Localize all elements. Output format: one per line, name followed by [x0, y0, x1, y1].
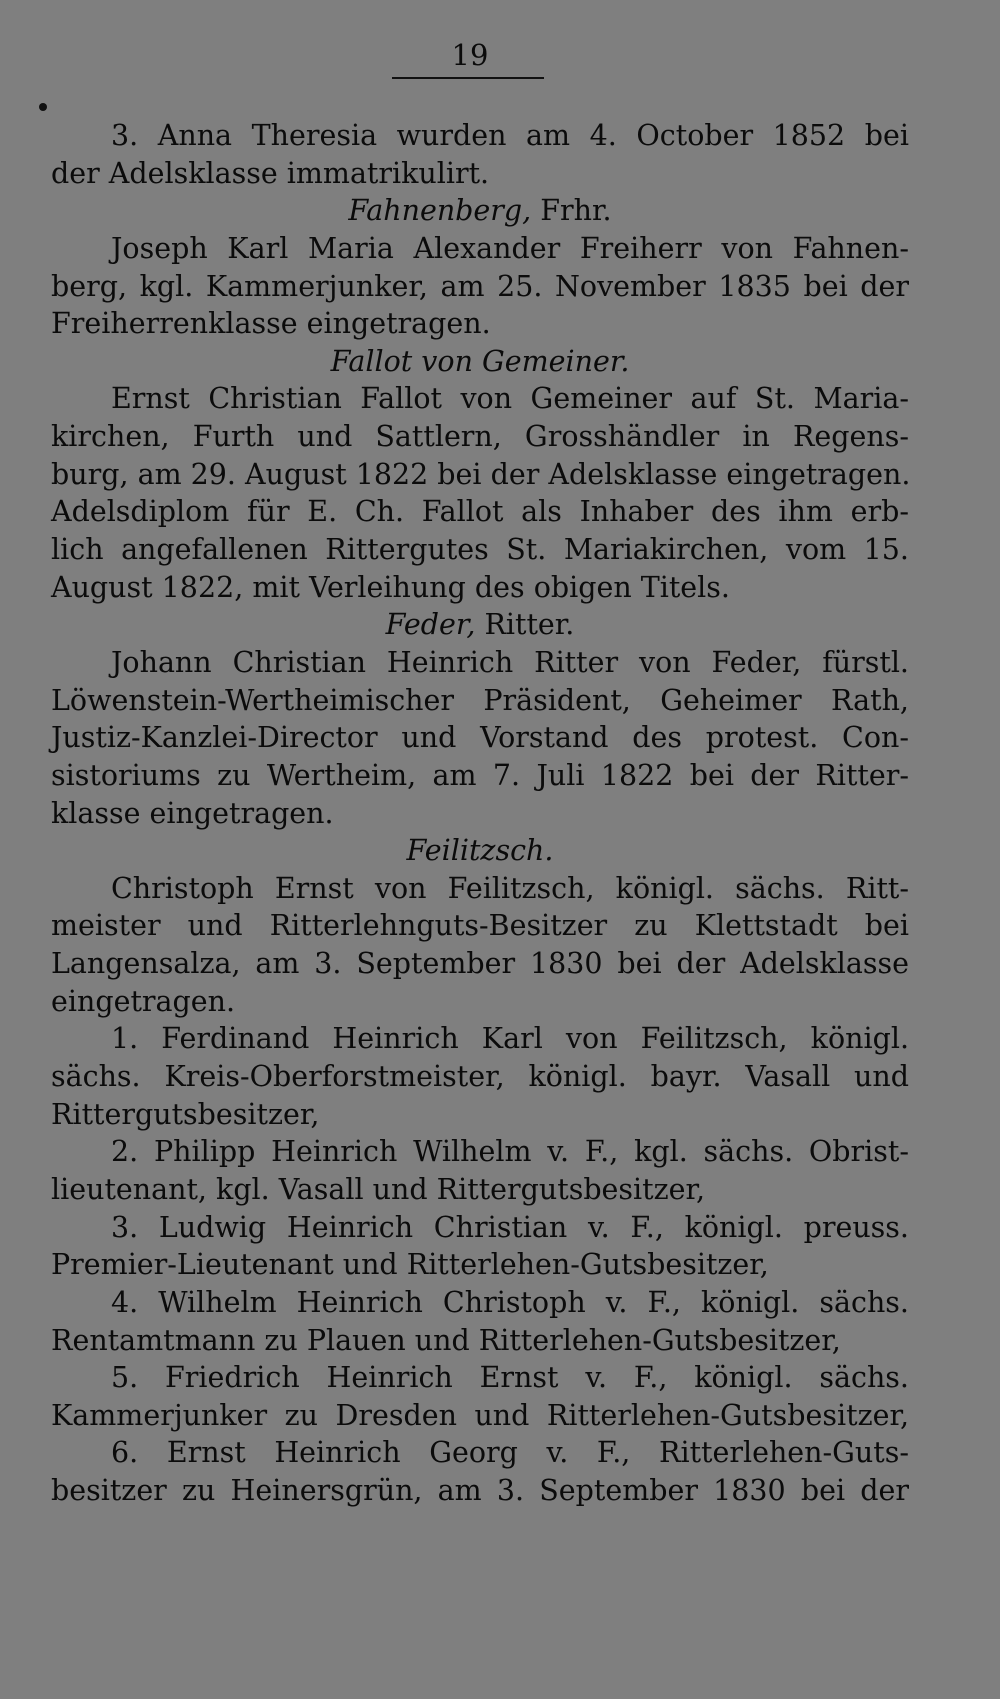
- text-line: [51, 1246, 909, 1284]
- body-text: [51, 117, 909, 1510]
- line-text: lich angefallenen Rittergutes St. Mariakirchen, vom 15.: [51, 533, 909, 567]
- line-text: August 1822, mit Verleihung des obigen Titels.: [51, 570, 730, 604]
- line-text: Fahnenberg,: [348, 194, 532, 228]
- line-text: Fallot von Gemeiner.: [330, 344, 630, 378]
- line-text: Johann Christian Heinrich Ritter von Feder, fürstl.: [111, 645, 909, 679]
- margin-dot: [39, 103, 47, 111]
- section-heading: [51, 832, 909, 870]
- text-line: [51, 1284, 909, 1322]
- header-rule: [392, 77, 544, 79]
- line-text: Christoph Ernst von Feilitzsch, königl. sächs. Ritt-: [111, 871, 909, 905]
- line-text: 4. Wilhelm Heinrich Christoph v. F., königl. sächs.: [111, 1285, 909, 1319]
- line-text: burg, am 29. August 1822 bei der Adelsklasse eingetragen.: [51, 457, 911, 491]
- line-text: sächs. Kreis-Oberforstmeister, königl. bayr. Vasall und: [51, 1060, 909, 1094]
- line-text: berg, kgl. Kammerjunker, am 25. November 1835 bei der: [51, 269, 909, 303]
- line-text: kirchen, Furth und Sattlern, Grosshändler in Regens-: [51, 420, 909, 454]
- line-text: eingetragen.: [51, 984, 236, 1018]
- text-line: [51, 1058, 909, 1096]
- text-line: [51, 1133, 909, 1171]
- text-line: [51, 870, 909, 908]
- line-text: Kammerjunker zu Dresden und Ritterlehen-Gutsbesitzer,: [51, 1398, 909, 1432]
- text-line: [51, 644, 909, 682]
- line-text: Adelsdiplom für E. Ch. Fallot als Inhaber des ihm erb-: [51, 495, 909, 529]
- text-line: [51, 1397, 909, 1435]
- line-text: sistoriums zu Wertheim, am 7. Juli 1822 bei der Ritter-: [51, 758, 909, 792]
- text-line: [51, 1171, 909, 1209]
- line-text: meister und Ritterlehnguts-Besitzer zu Klettstadt bei: [51, 909, 909, 943]
- text-line: [51, 945, 909, 983]
- text-line: [51, 418, 909, 456]
- text-line: [51, 1096, 909, 1134]
- line-text: 2. Philipp Heinrich Wilhelm v. F., kgl. sächs. Obrist-: [111, 1135, 909, 1169]
- text-line: [51, 757, 909, 795]
- section-heading: [51, 343, 909, 381]
- line-text: Justiz-Kanzlei-Director und Vorstand des protest. Con-: [51, 721, 909, 755]
- text-line: [51, 1209, 909, 1247]
- line-text: Ernst Christian Fallot von Gemeiner auf St. Maria-: [111, 382, 909, 416]
- line-text: lieutenant, kgl. Vasall und Rittergutsbesitzer,: [51, 1172, 706, 1206]
- text-line: [51, 380, 909, 418]
- line-text: 1. Ferdinand Heinrich Karl von Feilitzsch, königl.: [111, 1022, 909, 1056]
- text-line: [51, 1359, 909, 1397]
- text-line: [51, 117, 909, 155]
- text-line: [51, 1434, 909, 1472]
- text-line: [51, 569, 909, 607]
- text-line: [51, 531, 909, 569]
- line-text: besitzer zu Heinersgrün, am 3. September 1830 bei der: [51, 1474, 909, 1508]
- line-text: klasse eingetragen.: [51, 796, 334, 830]
- line-text: der Adelsklasse immatrikulirt.: [51, 156, 490, 190]
- section-heading: [51, 192, 909, 230]
- text-line: [51, 1020, 909, 1058]
- text-line: [51, 230, 909, 268]
- line-text: 5. Friedrich Heinrich Ernst v. F., königl. sächs.: [111, 1361, 909, 1395]
- line-text: Feder,: [385, 608, 476, 642]
- text-line: [51, 493, 909, 531]
- text-line: [51, 983, 909, 1021]
- heading-title-suffix: Ritter.: [475, 608, 575, 642]
- text-line: [51, 305, 909, 343]
- text-line: [51, 268, 909, 306]
- heading-title-suffix: Frhr.: [531, 194, 612, 228]
- line-text: Premier-Lieutenant und Ritterlehen-Gutsbesitzer,: [51, 1248, 769, 1282]
- line-text: 3. Ludwig Heinrich Christian v. F., königl. preuss.: [111, 1210, 909, 1244]
- line-text: 6. Ernst Heinrich Georg v. F., Ritterlehen-Guts-: [111, 1436, 909, 1470]
- line-text: Freiherrenklasse eingetragen.: [51, 307, 491, 341]
- section-heading: [51, 606, 909, 644]
- text-line: [51, 719, 909, 757]
- line-text: Löwenstein-Wertheimischer Präsident, Geheimer Rath,: [51, 683, 909, 717]
- text-line: [51, 1472, 909, 1510]
- text-line: [51, 795, 909, 833]
- line-text: Rittergutsbesitzer,: [51, 1097, 320, 1131]
- line-text: Rentamtmann zu Plauen und Ritterlehen-Gutsbesitzer,: [51, 1323, 841, 1357]
- text-line: [51, 1322, 909, 1360]
- text-line: [51, 682, 909, 720]
- text-line: [51, 907, 909, 945]
- text-line: [51, 456, 909, 494]
- page-number: 19: [451, 38, 489, 72]
- line-text: 3. Anna Theresia wurden am 4. October 1852 bei: [111, 119, 909, 152]
- line-text: Joseph Karl Maria Alexander Freiherr von Fahnen-: [111, 231, 909, 265]
- line-text: Feilitzsch.: [406, 834, 554, 868]
- line-text: Langensalza, am 3. September 1830 bei der Adelsklasse: [51, 947, 909, 981]
- text-line: [51, 155, 909, 193]
